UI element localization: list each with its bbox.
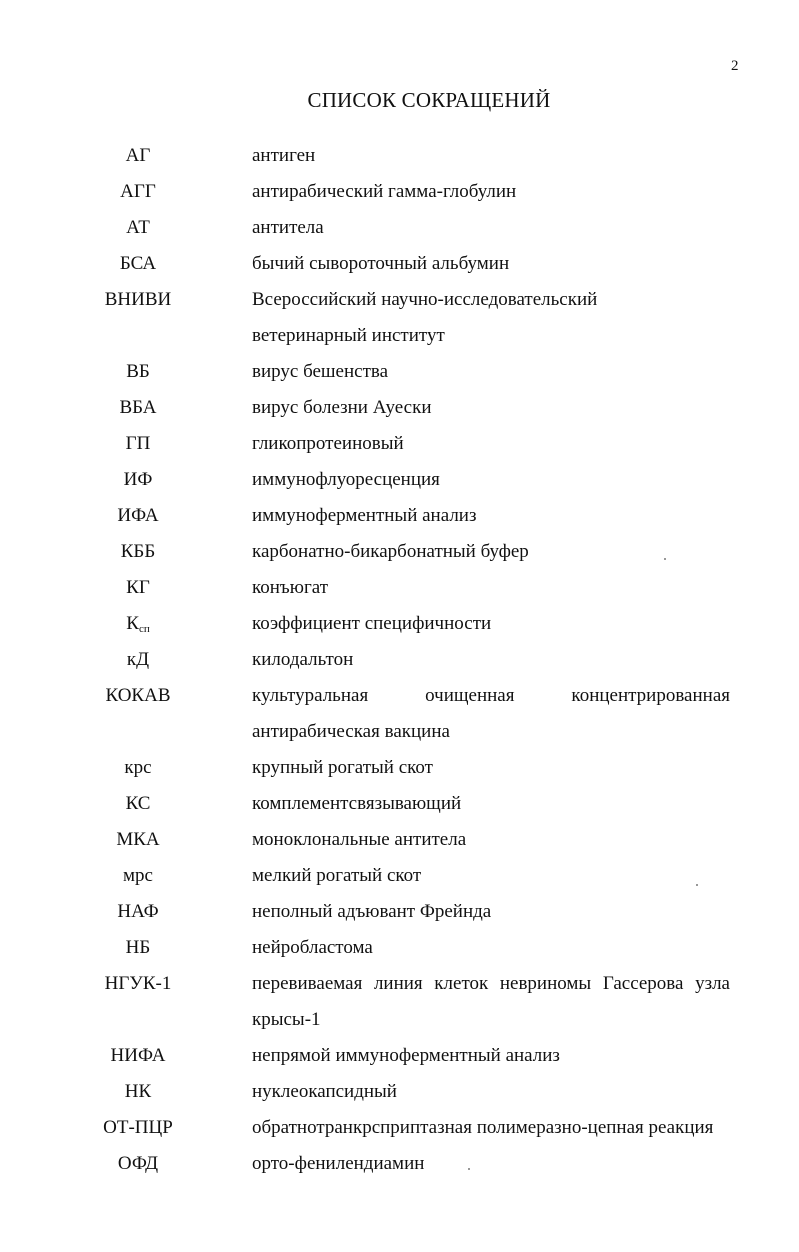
abbreviation-definition <box>252 1146 730 1182</box>
definition-line: антиген <box>252 145 316 166</box>
abbreviation-text: АГ <box>125 145 151 166</box>
abbreviation-row <box>0 930 799 966</box>
definition-line: культуральная очищенная концентрированная <box>252 685 730 706</box>
abbreviation-term <box>88 930 188 966</box>
abbreviation-text: ОФД <box>117 1153 159 1174</box>
definition-line: гликопротеиновый <box>252 433 404 454</box>
abbreviation-definition <box>252 210 730 246</box>
abbreviation-term <box>88 1110 188 1146</box>
abbreviation-term <box>88 678 188 714</box>
abbreviation-term <box>88 570 188 606</box>
abbreviation-definition <box>252 678 730 750</box>
abbreviation-row <box>0 678 799 750</box>
abbreviation-row <box>0 390 799 426</box>
definition-line: комплементсвязывающий <box>252 793 462 814</box>
abbreviation-text: КС <box>125 793 151 814</box>
abbreviation-term <box>88 174 188 210</box>
abbreviation-definition <box>252 1110 730 1146</box>
abbreviation-definition <box>252 786 730 822</box>
abbreviation-definition <box>252 534 730 570</box>
abbreviation-text: НБ <box>125 937 151 958</box>
abbreviation-definition <box>252 606 730 642</box>
abbreviation-text: мрс <box>123 865 153 886</box>
definition-line: иммуноферментный анализ <box>252 505 477 526</box>
abbreviation-row <box>0 570 799 606</box>
abbreviation-text: К <box>126 613 139 634</box>
abbreviation-definition <box>252 138 730 174</box>
abbreviation-term <box>88 390 188 426</box>
definition-line: крупный рогатый скот <box>252 757 433 778</box>
abbreviation-row <box>0 282 799 354</box>
definition-line: вирус бешенства <box>252 361 389 382</box>
abbreviation-term <box>88 138 188 174</box>
definition-line: моноклональные антитела <box>252 829 467 850</box>
abbreviation-term <box>88 498 188 534</box>
definition-line: нейробластома <box>252 937 373 958</box>
abbreviation-term <box>88 894 188 930</box>
definition-line: нуклеокапсидный <box>252 1081 397 1102</box>
abbreviation-term <box>88 750 188 786</box>
abbreviation-term <box>88 1038 188 1074</box>
abbreviation-row <box>0 498 799 534</box>
abbreviation-definition <box>252 966 730 1038</box>
definition-line: антирабическая вакцина <box>252 721 450 742</box>
abbreviation-row <box>0 858 799 894</box>
abbreviation-text: ИФ <box>123 469 153 490</box>
definition-line: килодальтон <box>252 649 354 670</box>
abbreviation-text: АГГ <box>120 181 156 202</box>
scan-speck <box>696 884 698 886</box>
abbreviation-row <box>0 1110 799 1146</box>
abbreviation-definition <box>252 1038 730 1074</box>
abbreviation-term <box>88 858 188 894</box>
abbreviation-text: ВНИВИ <box>104 289 172 310</box>
definition-line: антитела <box>252 217 324 238</box>
abbreviation-text: АТ <box>126 217 150 238</box>
definition-line: антирабический гамма-глобулин <box>252 181 517 202</box>
abbreviation-text: БСА <box>119 253 157 274</box>
abbreviation-definition <box>252 894 730 930</box>
abbreviation-definition <box>252 1074 730 1110</box>
abbreviation-definition <box>252 462 730 498</box>
abbreviation-definition <box>252 426 730 462</box>
abbreviation-term <box>88 246 188 282</box>
abbreviation-row <box>0 534 799 570</box>
abbreviation-term <box>88 606 188 642</box>
definition-line: перевиваемая линия клеток невриномы Гассерова узла <box>252 973 730 994</box>
definition-line: орто-фенилендиамин <box>252 1153 425 1174</box>
definition-line: обратнотранкрсприптазная полимеразно-цепная реакция <box>252 1117 714 1138</box>
abbreviation-text: ВБ <box>126 361 150 382</box>
abbreviation-term <box>88 1074 188 1110</box>
abbreviation-definition <box>252 822 730 858</box>
definition-line: крысы-1 <box>252 1009 321 1030</box>
definition-line: бычий сывороточный альбумин <box>252 253 510 274</box>
abbreviation-row <box>0 822 799 858</box>
abbreviation-row <box>0 1146 799 1182</box>
abbreviation-definition <box>252 174 730 210</box>
abbreviation-row <box>0 606 799 642</box>
definition-line: Всероссийский научно-исследовательский <box>252 289 598 310</box>
abbreviation-row <box>0 246 799 282</box>
abbreviation-definition <box>252 282 730 354</box>
abbreviation-text: НГУК-1 <box>104 973 172 994</box>
abbreviation-row <box>0 1074 799 1110</box>
abbreviation-term <box>88 282 188 318</box>
abbreviation-text: НИФА <box>110 1045 166 1066</box>
abbreviation-term <box>88 210 188 246</box>
definition-line: ветеринарный институт <box>252 325 445 346</box>
abbreviation-row <box>0 966 799 1038</box>
abbreviation-row <box>0 426 799 462</box>
abbreviation-term <box>88 822 188 858</box>
abbreviation-text: КББ <box>120 541 156 562</box>
abbreviation-definition <box>252 390 730 426</box>
abbreviation-definition <box>252 858 730 894</box>
definition-line: неполный адъювант Фрейнда <box>252 901 492 922</box>
abbreviation-term <box>88 462 188 498</box>
abbreviation-definition <box>252 354 730 390</box>
abbreviation-row <box>0 750 799 786</box>
abbreviation-row <box>0 786 799 822</box>
abbreviation-row <box>0 462 799 498</box>
abbreviation-text: ИФА <box>117 505 159 526</box>
abbreviation-text: ГП <box>125 433 151 454</box>
abbreviation-text: МКА <box>116 829 160 850</box>
abbreviation-definition <box>252 498 730 534</box>
abbreviation-row <box>0 210 799 246</box>
definition-line: конъюгат <box>252 577 328 598</box>
page-title: СПИСОК СОКРАЩЕНИЙ <box>307 88 551 112</box>
definition-line: карбонатно-бикарбонатный буфер <box>252 541 529 562</box>
abbreviation-term <box>88 1146 188 1182</box>
abbreviation-term <box>88 354 188 390</box>
page-number: 2 <box>731 58 739 74</box>
definition-line: иммунофлуоресценция <box>252 469 440 490</box>
abbreviation-row <box>0 138 799 174</box>
abbreviation-row <box>0 174 799 210</box>
abbreviation-definition <box>252 930 730 966</box>
abbreviation-row <box>0 354 799 390</box>
abbreviation-text: НК <box>124 1081 152 1102</box>
abbreviation-text: КОКАВ <box>105 685 171 706</box>
abbreviation-text: кД <box>126 649 150 670</box>
definition-line: мелкий рогатый скот <box>252 865 422 886</box>
abbreviation-definition <box>252 246 730 282</box>
abbreviation-row <box>0 642 799 678</box>
abbreviation-text: ВБА <box>119 397 157 418</box>
abbreviation-term <box>88 966 188 1002</box>
abbreviation-term <box>88 426 188 462</box>
definition-line: вирус болезни Ауески <box>252 397 432 418</box>
abbreviation-definition <box>252 570 730 606</box>
abbreviation-row <box>0 1038 799 1074</box>
abbreviation-definition <box>252 750 730 786</box>
abbreviation-text: ОТ-ПЦР <box>103 1117 173 1138</box>
abbreviation-text: КГ <box>126 577 150 598</box>
abbreviation-definition <box>252 642 730 678</box>
abbreviation-term <box>88 534 188 570</box>
abbreviation-list <box>0 138 799 1182</box>
definition-line: непрямой иммуноферментный анализ <box>252 1045 560 1066</box>
scan-speck <box>468 1168 470 1170</box>
abbreviation-subscript: сп <box>138 623 150 635</box>
abbreviation-term <box>88 786 188 822</box>
abbreviation-term <box>88 642 188 678</box>
abbreviation-text: крс <box>124 757 152 778</box>
definition-line: коэффициент специфичности <box>252 613 492 634</box>
abbreviation-text: НАФ <box>117 901 159 922</box>
scan-speck <box>664 558 666 560</box>
abbreviation-row <box>0 894 799 930</box>
